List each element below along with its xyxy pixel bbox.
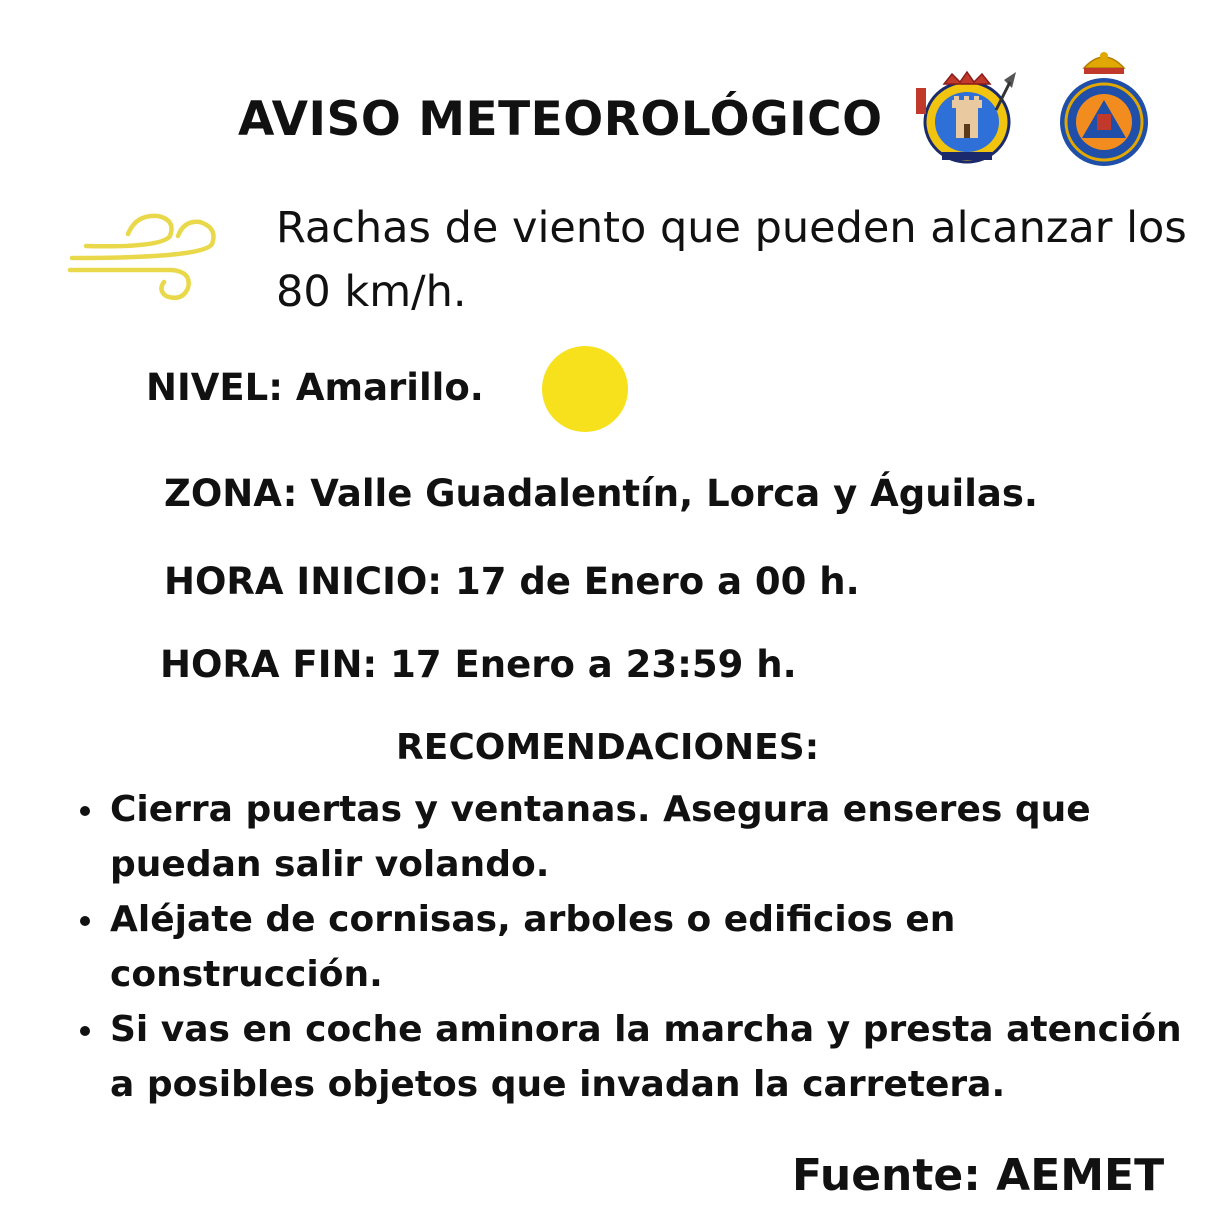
recommendations-list bbox=[80, 782, 1210, 1112]
list-item: Cierra puertas y ventanas. Asegura enseres que puedan salir volando. bbox=[80, 782, 1210, 892]
alert-start-time: HORA INICIO: 17 de Enero a 00 h. bbox=[164, 560, 860, 603]
alert-level: NIVEL: Amarillo. bbox=[146, 366, 484, 409]
wind-icon bbox=[66, 206, 224, 304]
list-item: Si vas en coche aminora la marcha y presta atención a posibles objetos que invadan la carretera. bbox=[80, 1002, 1210, 1112]
alert-end-time: HORA FIN: 17 Enero a 23:59 h. bbox=[160, 643, 797, 686]
page-title: AVISO METEOROLÓGICO bbox=[238, 92, 883, 147]
yellow-level-indicator bbox=[542, 346, 628, 432]
source-credit: Fuente: AEMET bbox=[792, 1150, 1165, 1201]
alert-headline: Rachas de viento que pueden alcanzar los 80 km/h. bbox=[276, 203, 1187, 317]
ayuntamiento-lorca-crest-icon bbox=[912, 66, 1022, 166]
proteccion-civil-emblem-icon bbox=[1054, 46, 1154, 170]
recommendations-heading: RECOMENDACIONES: bbox=[396, 727, 820, 768]
alert-zone: ZONA: Valle Guadalentín, Lorca y Águilas. bbox=[164, 472, 1038, 515]
list-item: Aléjate de cornisas, arboles o edificios en construcción. bbox=[80, 892, 1210, 1002]
